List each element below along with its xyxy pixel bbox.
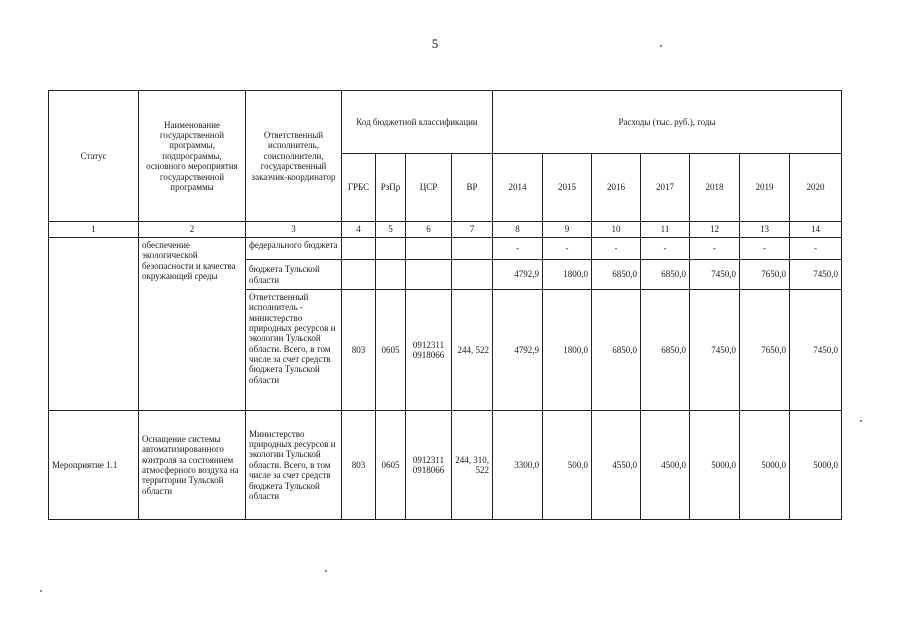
column-number: 10	[592, 222, 641, 238]
row-grbs: 803	[342, 411, 376, 520]
row-grbs	[342, 238, 376, 260]
column-number: 3	[246, 222, 342, 238]
scan-speck	[40, 590, 42, 592]
column-number: 14	[790, 222, 842, 238]
header-year: 2015	[543, 154, 592, 222]
row-value: -	[641, 238, 690, 260]
row-value: 500,0	[543, 411, 592, 520]
row-responsible: Ответственный исполнитель - министерство природных ресурсов и экологии Тульской области. Всего, в том числе за счет средств бюджета Тульской области	[246, 290, 342, 411]
row-vr: 244, 522	[452, 290, 493, 411]
table-row	[49, 238, 842, 260]
header-responsible: Ответственный исполнитель, соисполнители, государственный заказчик-координатор	[246, 91, 342, 222]
column-number-row	[49, 222, 842, 238]
row-name: Оснащение системы автоматизированного контроля за состоянием атмосферного воздуха на территории Тульской области	[139, 411, 246, 520]
header-year: 2019	[740, 154, 790, 222]
header-grbs: ГРБС	[342, 154, 376, 222]
header-year: 2016	[592, 154, 641, 222]
row-value: 4792,9	[493, 260, 543, 290]
row-value: 6850,0	[641, 290, 690, 411]
row-vr	[452, 238, 493, 260]
row-value: -	[790, 238, 842, 260]
scan-speck	[325, 570, 327, 572]
row-csr: 0912311 0918066	[406, 290, 452, 411]
row-value: 7650,0	[740, 290, 790, 411]
row-value: 5000,0	[690, 411, 740, 520]
header-name: Наименование государственной программы, подпрограммы, основного мероприятия государственной программы	[139, 91, 246, 222]
row-value: -	[690, 238, 740, 260]
row-value: 7450,0	[790, 260, 842, 290]
page-number: 5	[431, 36, 439, 51]
row-value: -	[740, 238, 790, 260]
column-number: 8	[493, 222, 543, 238]
row-value: -	[543, 238, 592, 260]
header-csr: ЦСР	[406, 154, 452, 222]
row-csr	[406, 260, 452, 290]
column-number: 1	[49, 222, 139, 238]
row-value: 4792,9	[493, 290, 543, 411]
column-number: 7	[452, 222, 493, 238]
row-value: 6850,0	[592, 290, 641, 411]
row-rzpr: 0605	[376, 290, 406, 411]
row-value: 7650,0	[740, 260, 790, 290]
row-responsible: бюджета Тульской области	[246, 260, 342, 290]
row-value: -	[592, 238, 641, 260]
row-value: 1800,0	[543, 290, 592, 411]
header-status: Статус	[49, 91, 139, 222]
budget-table	[48, 90, 842, 520]
header-budget-code: Код бюджетной классификации	[342, 91, 493, 154]
scan-speck	[660, 45, 662, 47]
row-status: Мероприятие 1.1	[49, 411, 139, 520]
column-number: 2	[139, 222, 246, 238]
row-value: 6850,0	[592, 260, 641, 290]
row-value: 7450,0	[790, 290, 842, 411]
column-number: 11	[641, 222, 690, 238]
table-row	[49, 411, 842, 520]
column-number: 4	[342, 222, 376, 238]
row-value: 4500,0	[641, 411, 690, 520]
header-year: 2020	[790, 154, 842, 222]
row-grbs: 803	[342, 290, 376, 411]
row-value: -	[493, 238, 543, 260]
header-expenses: Расходы (тыс. руб.), годы	[493, 91, 842, 154]
row-status	[49, 238, 139, 411]
row-value: 7450,0	[690, 290, 740, 411]
header-year: 2017	[641, 154, 690, 222]
header-vr: ВР	[452, 154, 493, 222]
header-row-1	[49, 91, 842, 154]
column-number: 6	[406, 222, 452, 238]
header-rzpr: РзПр	[376, 154, 406, 222]
row-vr: 244, 310, 522	[452, 411, 493, 520]
row-value: 3300,0	[493, 411, 543, 520]
row-value: 7450,0	[690, 260, 740, 290]
row-value: 6850,0	[641, 260, 690, 290]
row-rzpr	[376, 238, 406, 260]
row-value: 1800,0	[543, 260, 592, 290]
header-year: 2014	[493, 154, 543, 222]
row-csr: 0912311 0918066	[406, 411, 452, 520]
scan-speck	[860, 420, 862, 422]
column-number: 13	[740, 222, 790, 238]
row-grbs	[342, 260, 376, 290]
row-csr	[406, 238, 452, 260]
row-vr	[452, 260, 493, 290]
column-number: 12	[690, 222, 740, 238]
row-responsible: Министерство природных ресурсов и экологии Тульской области. Всего, в том числе за счет средств бюджета Тульской области	[246, 411, 342, 520]
row-value: 5000,0	[740, 411, 790, 520]
row-value: 4550,0	[592, 411, 641, 520]
row-rzpr: 0605	[376, 411, 406, 520]
row-responsible: федерального бюджета	[246, 238, 342, 260]
column-number: 9	[543, 222, 592, 238]
header-year: 2018	[690, 154, 740, 222]
row-rzpr	[376, 260, 406, 290]
column-number: 5	[376, 222, 406, 238]
row-name: обеспечение экологической безопасности и качества окружающей среды	[139, 238, 246, 411]
row-value: 5000,0	[790, 411, 842, 520]
